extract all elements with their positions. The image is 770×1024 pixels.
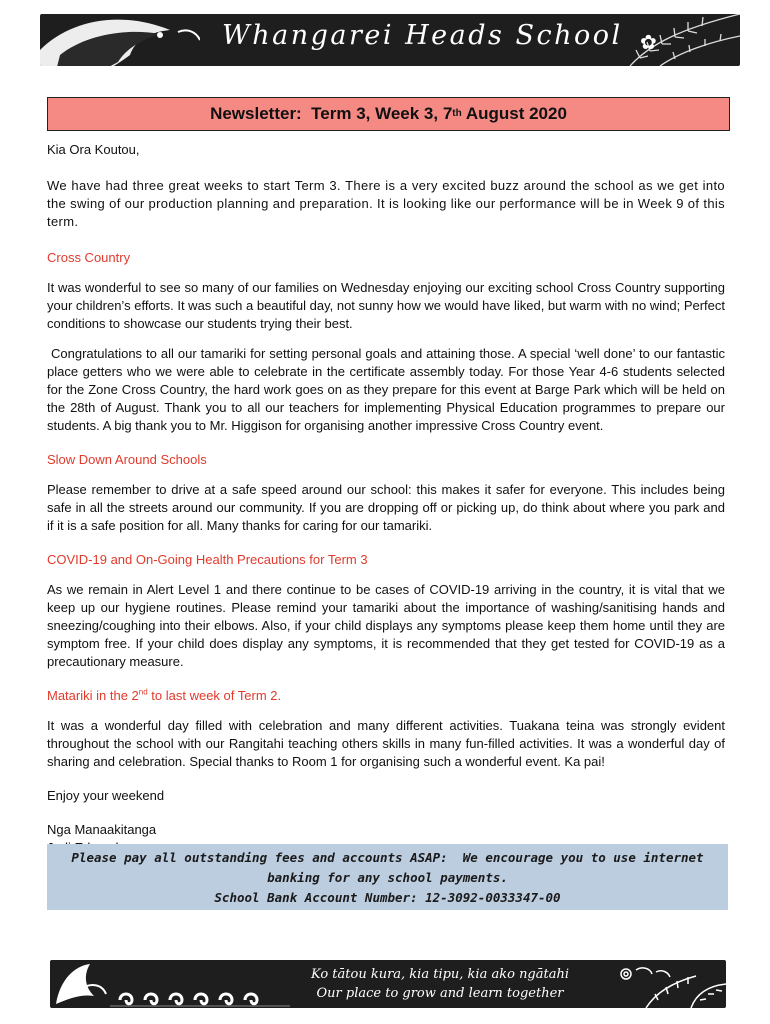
- newsletter-title: Newsletter: Term 3, Week 3, 7 th August 2020: [47, 97, 730, 131]
- newsletter-title-prefix: Newsletter: Term 3, Week 3, 7: [210, 104, 453, 123]
- matariki-heading: [47, 687, 725, 705]
- matariki-paragraph: It was a wonderful day filled with celebration and many different activities. Tuakana teina was strongly evident throughout the school with our Rangitahi teaching others skills in many fun-filled activities. It was a wonderful day of sharing and celebration. Special thanks to Room 1 for organising such a wonderful event. Ka pai!: [47, 718, 725, 769]
- matariki-heading-suffix: to last week of Term 2.: [147, 688, 282, 703]
- fern-decoration-icon: [620, 14, 740, 66]
- fern-koru-decoration-icon: [596, 960, 726, 1008]
- motto-english: Our place to grow and learn together: [316, 986, 564, 1001]
- matariki-heading-sup: nd: [138, 687, 148, 697]
- newsletter-body: [47, 141, 729, 869]
- tui-bird-logo: [40, 14, 200, 66]
- payment-notice-line-1: Please pay all outstanding fees and accounts ASAP: We encourage you to use internet: [71, 850, 704, 865]
- payment-notice: [47, 844, 728, 910]
- slow-down-heading: Slow Down Around Schools: [47, 452, 207, 467]
- covid-paragraph: As we remain in Alert Level 1 and there continue to be cases of COVID-19 arriving in the country, it is vital that we keep up our hygiene routines. Please remind your tamariki about the importance of washing/sanitising hands and sneezing/coughing into their elbows. Also, if your child displays any symptoms please keep them home until they are symptom free. If your child does display any symptoms, it is recommended that they get tested for COVID-19 as a precautionary measure.: [47, 582, 725, 669]
- payment-notice-line-3: School Bank Account Number: 12-3092-0033347-00: [214, 890, 561, 905]
- newsletter-title-suffix: August 2020: [461, 104, 567, 123]
- cross-country-paragraph-1: It was wonderful to see so many of our families on Wednesday enjoying our exciting school Cross Country supporting your children’s efforts. It was such a beautiful day, not sunny how we would have liked, but warm with no wind; Perfect conditions to showcase our students trying their best.: [47, 280, 725, 331]
- cross-country-paragraph-2: Congratulations to all our tamariki for setting personal goals and attaining those. A special ‘well done’ to our fantastic place getters who we were able to celebrate in the certificate assembly today. For those Year 4-6 students selected for the Zone Cross Country, the hard work goes on as they prepare for this event at Barge Park which will be held on the 28th of August. Thank you to all our teachers for implementing Physical Education programmes to prepare our students. A big thank you to Mr. Higgison for organising another impressive Cross Country event.: [47, 346, 729, 433]
- payment-notice-line-2: banking for any school payments.: [267, 870, 508, 885]
- footer-banner: [50, 960, 726, 1008]
- motto-maori: Ko tātou kura, kia tipu, kia ako ngātahi: [310, 967, 570, 982]
- signoff: Nga Manaakitanga: [47, 822, 157, 837]
- cross-country-heading: Cross Country: [47, 250, 131, 265]
- footer-motto: [300, 965, 580, 1003]
- intro-paragraph: We have had three great weeks to start Term 3. There is a very excited buzz around the school as we get into the swing of our production planning and preparation. It is looking like our performance will be in Week 9 of this term.: [47, 178, 725, 229]
- enjoy-weekend: Enjoy your weekend: [47, 788, 165, 803]
- koru-icon: ✿: [640, 32, 657, 54]
- matariki-heading-prefix: Matariki in the 2: [47, 688, 139, 703]
- greeting: Kia Ora Koutou,: [47, 142, 140, 157]
- header-banner: [40, 14, 740, 66]
- covid-heading: COVID-19 and On-Going Health Precautions for Term 3: [47, 552, 368, 567]
- slow-down-paragraph: Please remember to drive at a safe speed around our school: this makes it safer for everyone. This includes being safe in all the streets around our community. If you are dropping off or picking up, do think about where you park and if it is a safe position for all. Many thanks for caring for our tamariki.: [47, 482, 725, 533]
- school-name: Whangarei Heads School: [222, 20, 623, 51]
- orca-koru-decoration-icon: [50, 960, 310, 1008]
